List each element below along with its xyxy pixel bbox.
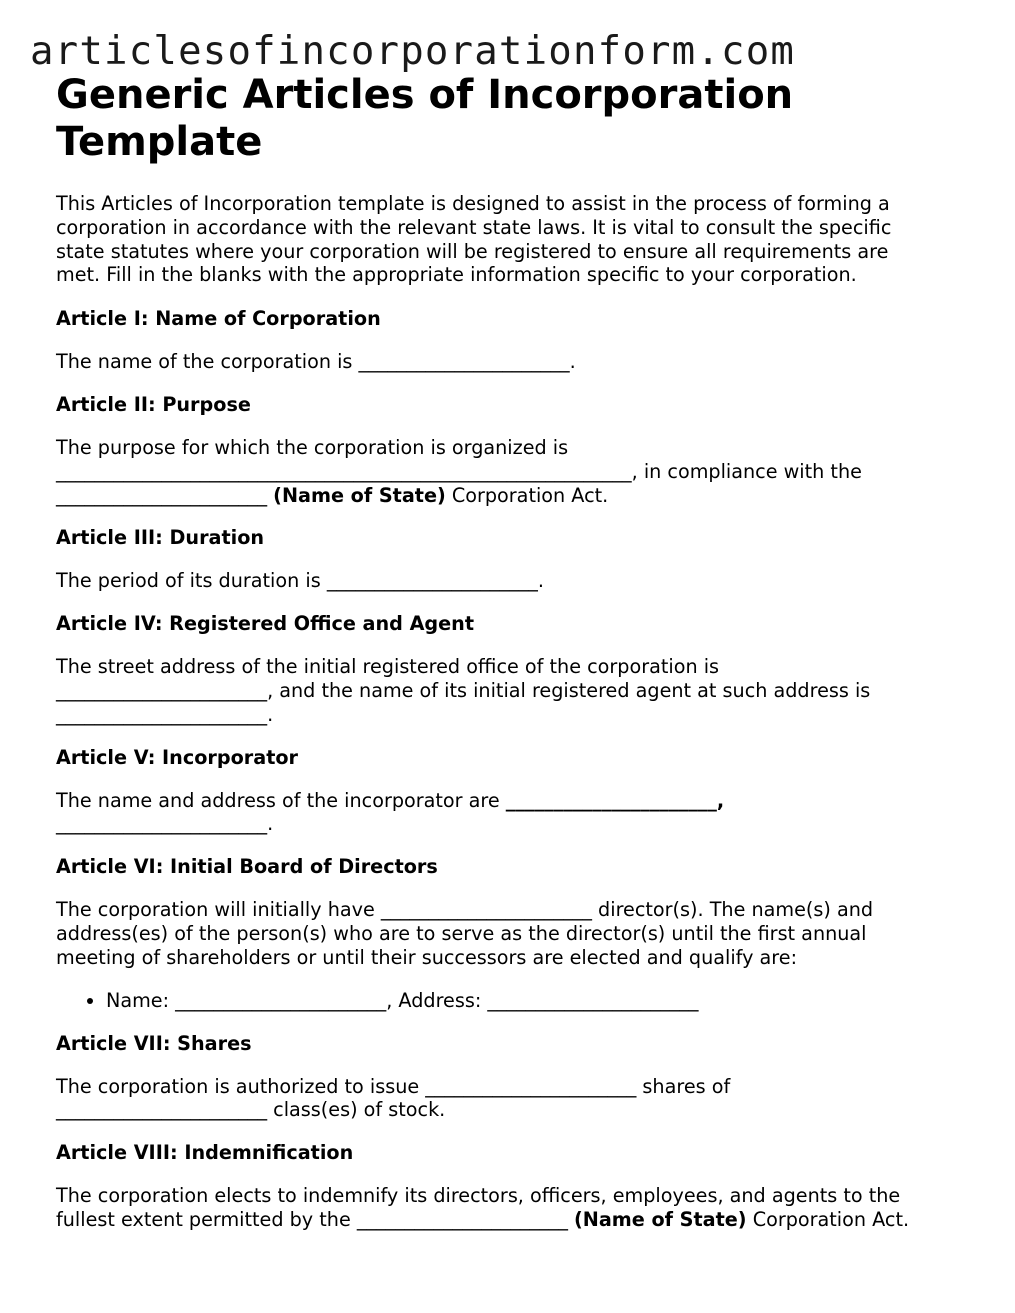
article-1-heading: Article I: Name of Corporation (56, 307, 381, 331)
article-2-text (56, 436, 936, 507)
article-6-text: The corporation will initially have ______________________ director(s). The name(s) and address(es) of the person(s) who are to serve as the director(s) until the first annual meeting of shareholders or until their successors are elected and qualify are: (56, 898, 874, 969)
article-7-text: The corporation is authorized to issue ______________________ shares of ______________________ class(es) of stock. (56, 1074, 731, 1122)
article-8-text-before: The corporation elects to indemnify its directors, officers, employees, and agents to the fullest extent permitted by the ______________________ (56, 1184, 901, 1231)
article-5-text-before: The name and address of the incorporator are (56, 788, 506, 812)
document-title: Generic Articles of Incorporation Template (56, 72, 794, 165)
article-4-heading: Article IV: Registered Office and Agent (56, 612, 475, 636)
directors-list (56, 989, 936, 1013)
article-3-heading: Article III: Duration (56, 526, 265, 550)
article-5-text-after: ______________________. (56, 812, 274, 836)
article-4-text: The street address of the initial registered office of the corporation is ______________________, and the name of its initial registered agent at such address is ______________________. (56, 655, 871, 726)
article-8-text (56, 1184, 936, 1232)
article-5-text (56, 789, 936, 837)
article-8-text-after: Corporation Act. (746, 1207, 910, 1231)
article-2-state-label: (Name of State) (273, 483, 446, 507)
watermark-site-name: articlesofincorporationform.com (30, 29, 796, 74)
article-8-state-label: (Name of State) (574, 1207, 747, 1231)
list-item: • Name: ______________________, Address: ______________________ (106, 989, 936, 1013)
article-5-heading: Article V: Incorporator (56, 745, 299, 769)
article-2-text-before: The purpose for which the corporation is organized is ____________________________________________________________, in compliance with the ______________________ (56, 435, 862, 507)
article-5-bold-blank: ______________________, (505, 788, 725, 812)
intro-paragraph: This Articles of Incorporation template is designed to assist in the process of forming a corporation in accordance with the relevant state laws. It is vital to consult the specific state statutes where your corporation will be registered to ensure all requirements are met. Fill in the blanks with the appropriate information specific to your corporation. (56, 192, 892, 287)
article-6-heading: Article VI: Initial Board of Directors (56, 855, 438, 879)
article-3-text: The period of its duration is ______________________. (56, 569, 544, 593)
article-1-text: The name of the corporation is ______________________. (56, 350, 576, 374)
article-8-heading: Article VIII: Indemnification (56, 1141, 354, 1165)
article-2-heading: Article II: Purpose (56, 392, 251, 416)
document (56, 72, 936, 1251)
article-7-heading: Article VII: Shares (56, 1031, 252, 1055)
article-2-text-after: Corporation Act. (445, 483, 609, 507)
